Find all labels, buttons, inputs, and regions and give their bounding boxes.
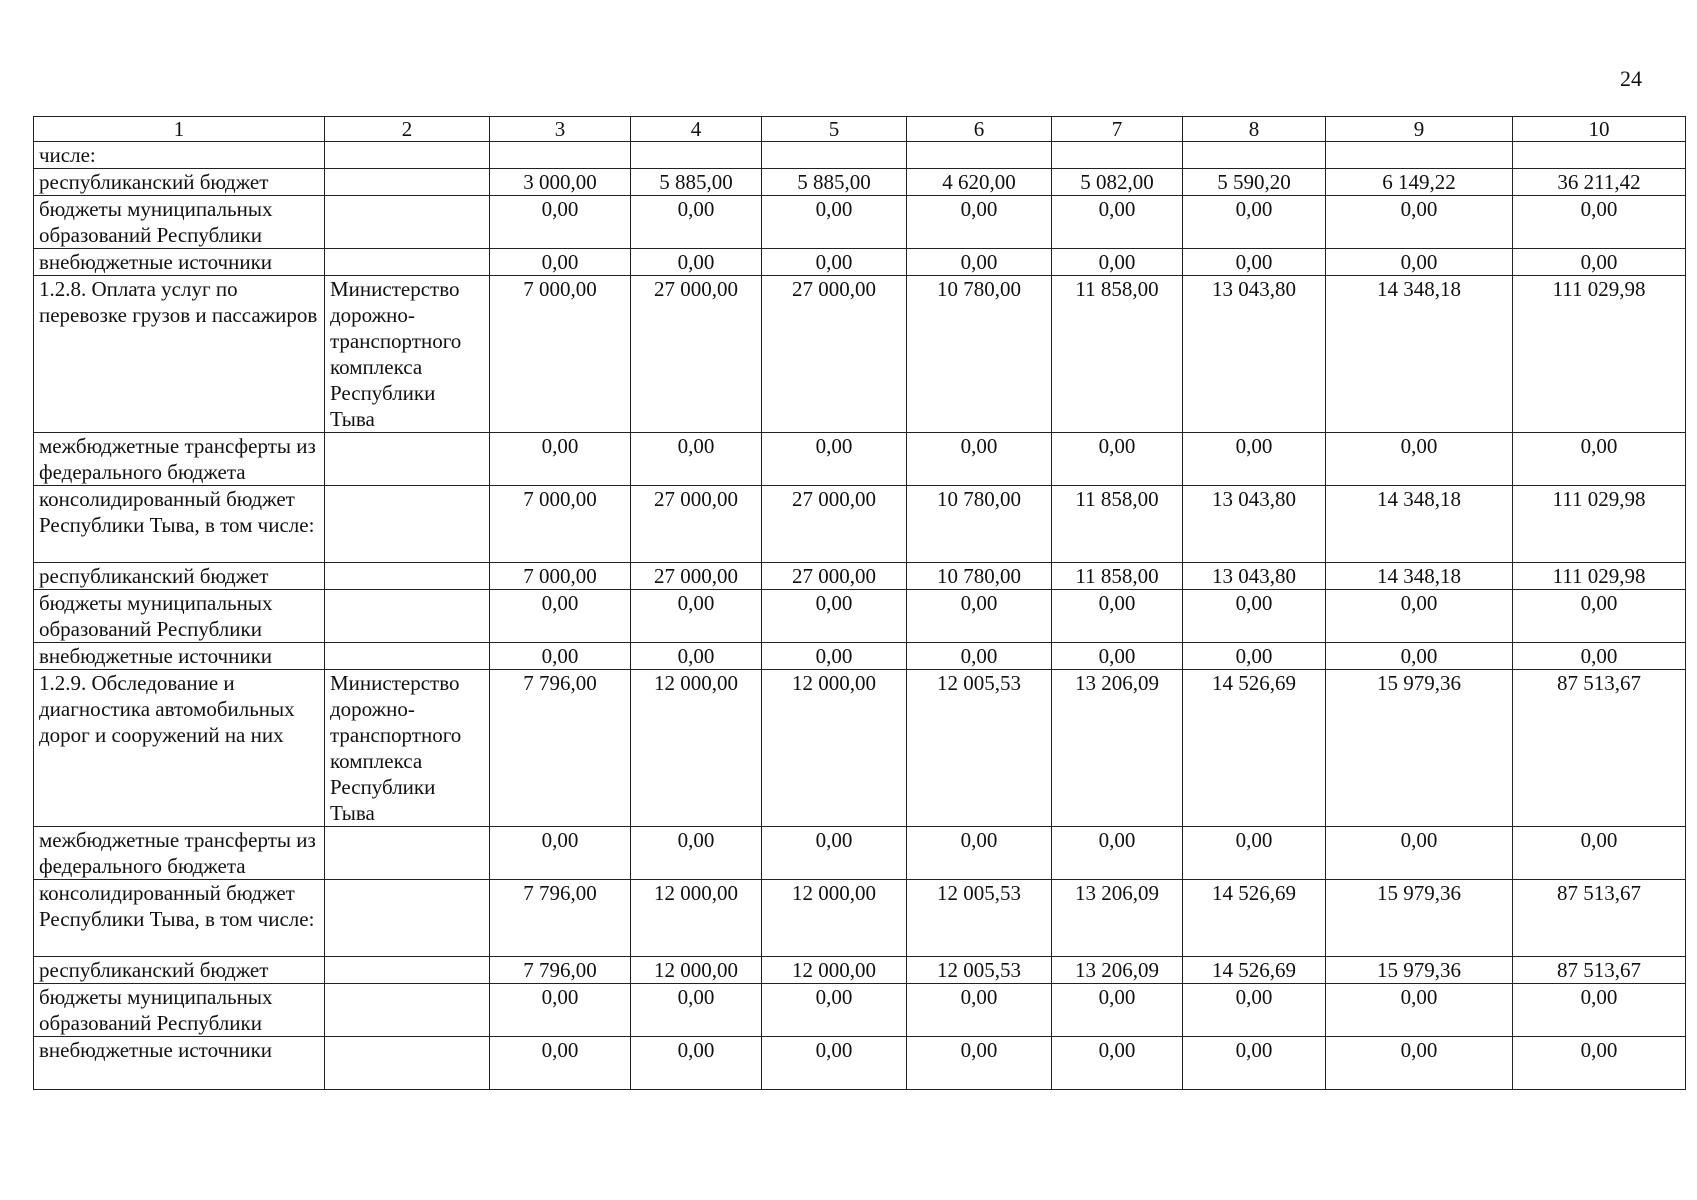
- value-cell: 0,00: [1326, 643, 1513, 670]
- value-cell: 7 796,00: [490, 670, 631, 827]
- value-cell: 0,00: [1183, 827, 1326, 880]
- row-name-cell: консолидированный бюджет Республики Тыва, в том числе:: [34, 486, 325, 563]
- responsible-cell: [325, 563, 490, 590]
- value-cell: [907, 142, 1052, 169]
- row-name-cell: 1.2.8. Оплата услуг по перевозке грузов и пассажиров: [34, 276, 325, 433]
- value-cell: 14 348,18: [1326, 563, 1513, 590]
- header-row: [34, 117, 1686, 142]
- table-row: [34, 486, 1686, 563]
- value-cell: 12 000,00: [631, 670, 762, 827]
- table-row: [34, 169, 1686, 196]
- value-cell: 0,00: [490, 433, 631, 486]
- row-name-cell: внебюджетные источники: [34, 643, 325, 670]
- value-cell: 14 526,69: [1183, 880, 1326, 957]
- value-cell: 0,00: [1513, 433, 1686, 486]
- value-cell: 7 796,00: [490, 880, 631, 957]
- value-cell: 0,00: [762, 643, 907, 670]
- value-cell: 0,00: [1052, 827, 1183, 880]
- row-name-cell: бюджеты муниципальных образований Республики: [34, 984, 325, 1037]
- value-cell: 11 858,00: [1052, 276, 1183, 433]
- value-cell: 0,00: [490, 1037, 631, 1090]
- value-cell: 3 000,00: [490, 169, 631, 196]
- value-cell: [762, 142, 907, 169]
- table-row: [34, 276, 1686, 433]
- table-row: [34, 142, 1686, 169]
- value-cell: 0,00: [1326, 1037, 1513, 1090]
- value-cell: 12 005,53: [907, 957, 1052, 984]
- value-cell: 111 029,98: [1513, 486, 1686, 563]
- value-cell: 15 979,36: [1326, 957, 1513, 984]
- row-name-cell: бюджеты муниципальных образований Республики: [34, 196, 325, 249]
- column-header: 10: [1513, 117, 1686, 142]
- value-cell: 0,00: [762, 433, 907, 486]
- value-cell: 0,00: [1513, 984, 1686, 1037]
- value-cell: 7 000,00: [490, 563, 631, 590]
- value-cell: 0,00: [631, 249, 762, 276]
- column-header: 1: [34, 117, 325, 142]
- value-cell: 14 348,18: [1326, 486, 1513, 563]
- value-cell: 0,00: [490, 590, 631, 643]
- value-cell: 7 000,00: [490, 276, 631, 433]
- value-cell: 0,00: [490, 249, 631, 276]
- value-cell: 0,00: [1052, 590, 1183, 643]
- value-cell: 111 029,98: [1513, 563, 1686, 590]
- value-cell: [1513, 142, 1686, 169]
- value-cell: 87 513,67: [1513, 880, 1686, 957]
- value-cell: 0,00: [631, 984, 762, 1037]
- value-cell: 0,00: [762, 249, 907, 276]
- value-cell: 0,00: [762, 590, 907, 643]
- value-cell: 0,00: [1052, 1037, 1183, 1090]
- row-name-cell: республиканский бюджет: [34, 957, 325, 984]
- value-cell: [631, 142, 762, 169]
- value-cell: 0,00: [631, 643, 762, 670]
- value-cell: 0,00: [490, 827, 631, 880]
- value-cell: 0,00: [1513, 249, 1686, 276]
- value-cell: 87 513,67: [1513, 957, 1686, 984]
- value-cell: 0,00: [631, 827, 762, 880]
- responsible-cell: [325, 1037, 490, 1090]
- value-cell: 11 858,00: [1052, 563, 1183, 590]
- responsible-cell: [325, 249, 490, 276]
- value-cell: 0,00: [631, 1037, 762, 1090]
- value-cell: [1052, 142, 1183, 169]
- value-cell: 7 000,00: [490, 486, 631, 563]
- table-row: [34, 196, 1686, 249]
- value-cell: 0,00: [907, 643, 1052, 670]
- value-cell: 12 005,53: [907, 880, 1052, 957]
- value-cell: 13 043,80: [1183, 563, 1326, 590]
- table-row: [34, 433, 1686, 486]
- budget-table: [33, 116, 1686, 1090]
- value-cell: 4 620,00: [907, 169, 1052, 196]
- value-cell: 0,00: [1052, 196, 1183, 249]
- value-cell: 12 005,53: [907, 670, 1052, 827]
- value-cell: 0,00: [1183, 433, 1326, 486]
- value-cell: 0,00: [907, 590, 1052, 643]
- value-cell: 36 211,42: [1513, 169, 1686, 196]
- value-cell: 15 979,36: [1326, 670, 1513, 827]
- value-cell: 13 043,80: [1183, 276, 1326, 433]
- value-cell: 12 000,00: [631, 957, 762, 984]
- responsible-cell: Министерство дорожно-транспортного комплекса Республики Тыва: [325, 276, 490, 433]
- column-header: 9: [1326, 117, 1513, 142]
- responsible-cell: [325, 433, 490, 486]
- table-row: [34, 827, 1686, 880]
- value-cell: 15 979,36: [1326, 880, 1513, 957]
- row-name-cell: республиканский бюджет: [34, 169, 325, 196]
- page-number: 24: [1620, 66, 1642, 91]
- value-cell: 27 000,00: [631, 276, 762, 433]
- value-cell: 0,00: [1052, 984, 1183, 1037]
- responsible-cell: [325, 590, 490, 643]
- value-cell: 0,00: [631, 196, 762, 249]
- value-cell: 111 029,98: [1513, 276, 1686, 433]
- value-cell: 0,00: [907, 1037, 1052, 1090]
- value-cell: 10 780,00: [907, 563, 1052, 590]
- value-cell: 27 000,00: [762, 486, 907, 563]
- value-cell: 0,00: [1513, 827, 1686, 880]
- value-cell: 0,00: [1183, 590, 1326, 643]
- value-cell: 12 000,00: [762, 670, 907, 827]
- value-cell: 0,00: [907, 433, 1052, 486]
- column-header: 2: [325, 117, 490, 142]
- value-cell: 0,00: [1183, 196, 1326, 249]
- value-cell: [490, 142, 631, 169]
- value-cell: 0,00: [1183, 984, 1326, 1037]
- table-row: [34, 1037, 1686, 1090]
- value-cell: 0,00: [762, 827, 907, 880]
- value-cell: 0,00: [1326, 590, 1513, 643]
- value-cell: 11 858,00: [1052, 486, 1183, 563]
- column-header: 6: [907, 117, 1052, 142]
- value-cell: 0,00: [1183, 643, 1326, 670]
- value-cell: 0,00: [1513, 590, 1686, 643]
- value-cell: 14 348,18: [1326, 276, 1513, 433]
- row-name-cell: внебюджетные источники: [34, 249, 325, 276]
- value-cell: 0,00: [1326, 433, 1513, 486]
- table-row: [34, 984, 1686, 1037]
- responsible-cell: [325, 957, 490, 984]
- value-cell: 0,00: [1513, 1037, 1686, 1090]
- responsible-cell: [325, 196, 490, 249]
- column-header: 4: [631, 117, 762, 142]
- table-row: [34, 670, 1686, 827]
- responsible-cell: [325, 984, 490, 1037]
- value-cell: 0,00: [1326, 984, 1513, 1037]
- value-cell: 0,00: [1052, 249, 1183, 276]
- value-cell: 0,00: [1183, 249, 1326, 276]
- row-name-cell: 1.2.9. Обследование и диагностика автомобильных дорог и сооружений на них: [34, 670, 325, 827]
- row-name-cell: консолидированный бюджет Республики Тыва, в том числе:: [34, 880, 325, 957]
- value-cell: 5 590,20: [1183, 169, 1326, 196]
- value-cell: 0,00: [1052, 643, 1183, 670]
- column-header: 7: [1052, 117, 1183, 142]
- row-name-cell: бюджеты муниципальных образований Республики: [34, 590, 325, 643]
- value-cell: 13 206,09: [1052, 880, 1183, 957]
- row-name-cell: межбюджетные трансферты из федерального бюджета: [34, 827, 325, 880]
- row-name-cell: числе:: [34, 142, 325, 169]
- row-name-cell: республиканский бюджет: [34, 563, 325, 590]
- responsible-cell: [325, 643, 490, 670]
- value-cell: 13 043,80: [1183, 486, 1326, 563]
- table-row: [34, 957, 1686, 984]
- value-cell: 27 000,00: [762, 276, 907, 433]
- table-body: [34, 117, 1686, 1090]
- value-cell: 7 796,00: [490, 957, 631, 984]
- value-cell: 12 000,00: [762, 957, 907, 984]
- value-cell: 0,00: [907, 827, 1052, 880]
- value-cell: 0,00: [1183, 1037, 1326, 1090]
- value-cell: 0,00: [490, 196, 631, 249]
- value-cell: 6 149,22: [1326, 169, 1513, 196]
- table-row: [34, 643, 1686, 670]
- value-cell: 0,00: [762, 196, 907, 249]
- value-cell: 27 000,00: [631, 486, 762, 563]
- value-cell: 0,00: [631, 590, 762, 643]
- column-header: 8: [1183, 117, 1326, 142]
- table-row: [34, 563, 1686, 590]
- value-cell: 0,00: [907, 984, 1052, 1037]
- responsible-cell: Министерство дорожно-транспортного комплекса Республики Тыва: [325, 670, 490, 827]
- value-cell: [1183, 142, 1326, 169]
- column-header: 5: [762, 117, 907, 142]
- value-cell: 12 000,00: [631, 880, 762, 957]
- value-cell: 5 885,00: [631, 169, 762, 196]
- value-cell: 14 526,69: [1183, 957, 1326, 984]
- row-name-cell: внебюджетные источники: [34, 1037, 325, 1090]
- table-row: [34, 880, 1686, 957]
- value-cell: 5 885,00: [762, 169, 907, 196]
- table-row: [34, 590, 1686, 643]
- table-row: [34, 249, 1686, 276]
- value-cell: 87 513,67: [1513, 670, 1686, 827]
- value-cell: 0,00: [490, 643, 631, 670]
- value-cell: 13 206,09: [1052, 957, 1183, 984]
- value-cell: 0,00: [1326, 827, 1513, 880]
- value-cell: 0,00: [762, 1037, 907, 1090]
- responsible-cell: [325, 827, 490, 880]
- value-cell: 0,00: [1326, 196, 1513, 249]
- value-cell: 0,00: [762, 984, 907, 1037]
- value-cell: 0,00: [1326, 249, 1513, 276]
- value-cell: 0,00: [490, 984, 631, 1037]
- responsible-cell: [325, 880, 490, 957]
- value-cell: 14 526,69: [1183, 670, 1326, 827]
- value-cell: 5 082,00: [1052, 169, 1183, 196]
- value-cell: 0,00: [907, 196, 1052, 249]
- value-cell: 27 000,00: [762, 563, 907, 590]
- value-cell: 27 000,00: [631, 563, 762, 590]
- responsible-cell: [325, 142, 490, 169]
- row-name-cell: межбюджетные трансферты из федерального бюджета: [34, 433, 325, 486]
- responsible-cell: [325, 169, 490, 196]
- value-cell: 10 780,00: [907, 276, 1052, 433]
- column-header: 3: [490, 117, 631, 142]
- responsible-cell: [325, 486, 490, 563]
- value-cell: 0,00: [631, 433, 762, 486]
- value-cell: 0,00: [907, 249, 1052, 276]
- value-cell: 0,00: [1052, 433, 1183, 486]
- value-cell: 0,00: [1513, 643, 1686, 670]
- value-cell: [1326, 142, 1513, 169]
- value-cell: 0,00: [1513, 196, 1686, 249]
- value-cell: 10 780,00: [907, 486, 1052, 563]
- value-cell: 12 000,00: [762, 880, 907, 957]
- value-cell: 13 206,09: [1052, 670, 1183, 827]
